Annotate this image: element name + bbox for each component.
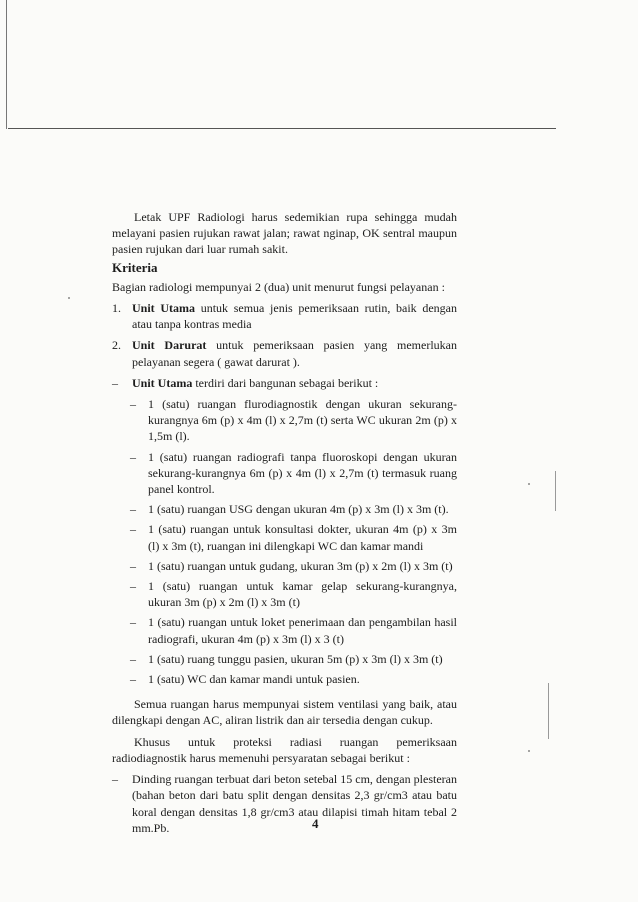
room-description: 1 (satu) ruangan untuk loket penerimaan dan pengambilan hasil radiografi, ukuran 4m (p) x 3m (l) x 3 (t) — [148, 615, 457, 646]
dash-marker: – — [112, 772, 118, 787]
unit-description: untuk semua jenis pemeriksaan rutin, baik dengan atau tanpa kontras media — [132, 301, 458, 332]
room-description: 1 (satu) ruangan USG dengan ukuran 4m (p) x 3m (l) x 3m (t). — [148, 502, 449, 517]
unit-item — [112, 337, 457, 369]
wall-requirement: Dinding ruangan terbuat dari beton setebal 15 cm, dengan plesteran (bahan beton dari batu split dengan densitas 2,3 gr/cm3 atau batu koral dengan densitas 1,8 gr/cm3 atau dilapisi timah hitam tebal 2 mm.Pb. — [132, 772, 457, 835]
protection-paragraph: Khusus untuk proteksi radiasi ruangan pemeriksaan radiodiagnostik harus memenuhi persyaratan sebagai berikut : — [112, 734, 457, 765]
room-description: 1 (satu) ruangan untuk gudang, ukuran 3m (p) x 2m (l) x 3m (t) — [148, 558, 453, 573]
wall-item — [112, 771, 457, 836]
unit-item — [112, 300, 457, 332]
unit-number: 1. — [112, 301, 121, 316]
room-list — [112, 396, 457, 687]
utama-item — [112, 375, 457, 391]
room-item — [112, 578, 457, 610]
dash-marker: – — [130, 615, 136, 630]
section-heading: Kriteria — [112, 259, 158, 275]
dash-marker: – — [130, 672, 136, 687]
utama-description: terdiri dari bangunan sebagai berikut : — [192, 375, 379, 390]
scan-mark — [555, 471, 556, 511]
scan-mark — [548, 683, 549, 739]
scan-speck — [68, 297, 70, 299]
dash-marker: – — [130, 397, 136, 412]
scan-speck — [528, 750, 530, 752]
room-item — [112, 521, 457, 553]
room-item — [112, 396, 457, 445]
room-item — [112, 558, 457, 574]
utama-name: Unit Utama — [132, 375, 193, 390]
room-description: 1 (satu) ruangan flurodiagnostik dengan ukuran sekurang-kurangnya 6m (p) x 4m (l) x 2,7m (t) serta WC ukuran 2m (p) x 1,5m (l). — [148, 397, 457, 444]
ventilation-paragraph: Semua ruangan harus mempunyai sistem ventilasi yang baik, atau dilengkapi dengan AC, aliran listrik dan air tersedia dengan cukup. — [112, 697, 457, 728]
room-item — [112, 501, 457, 517]
room-description: 1 (satu) WC dan kamar mandi untuk pasien. — [148, 672, 360, 687]
scan-speck — [528, 483, 530, 485]
scan-edge-line — [6, 0, 7, 129]
room-description: 1 (satu) ruang tunggu pasien, ukuran 5m (p) x 3m (l) x 3m (t) — [148, 651, 443, 666]
dash-marker: – — [112, 375, 118, 390]
room-item — [112, 449, 457, 498]
room-item — [112, 614, 457, 646]
dash-marker: – — [130, 651, 136, 666]
unit-name: Unit Darurat — [132, 338, 207, 353]
room-description: 1 (satu) ruangan radiografi tanpa fluoroskopi dengan ukuran sekurang-kurangnya 6m (p) x 4m (l) x 2,7m (t) termasuk ruang panel kontrol. — [148, 449, 457, 497]
dash-marker: – — [130, 449, 136, 464]
room-item — [112, 651, 457, 667]
header-rule — [8, 128, 556, 129]
unit-description: untuk pemeriksaan pasien yang memerlukan pelayanan segera ( gawat darurat ). — [132, 338, 457, 369]
dash-marker: – — [130, 522, 136, 537]
page-number: 4 — [312, 816, 319, 831]
lead-paragraph: Bagian radiologi mempunyai 2 (dua) unit menurut fungsi pelayanan : — [112, 279, 445, 294]
room-description: 1 (satu) ruangan untuk konsultasi dokter, ukuran 4m (p) x 3m (l) x 3m (t), ruangan ini dilengkapi WC dan kamar mandi — [148, 522, 457, 553]
dash-marker: – — [130, 558, 136, 573]
unit-name: Unit Utama — [132, 301, 196, 316]
dash-marker: – — [130, 502, 136, 517]
intro-paragraph: Letak UPF Radiologi harus sedemikian rupa sehingga mudah melayani pasien rujukan rawat jalan; rawat nginap, OK sentral maupun pasien rujukan dari luar rumah sakit. — [112, 210, 457, 257]
page-body — [112, 209, 457, 836]
room-description: 1 (satu) ruangan untuk kamar gelap sekurang-kurangnya, ukuran 3m (p) x 2m (l) x 3m (t) — [148, 579, 457, 610]
room-item — [112, 671, 457, 687]
unit-number: 2. — [112, 338, 121, 353]
dash-marker: – — [130, 579, 136, 594]
